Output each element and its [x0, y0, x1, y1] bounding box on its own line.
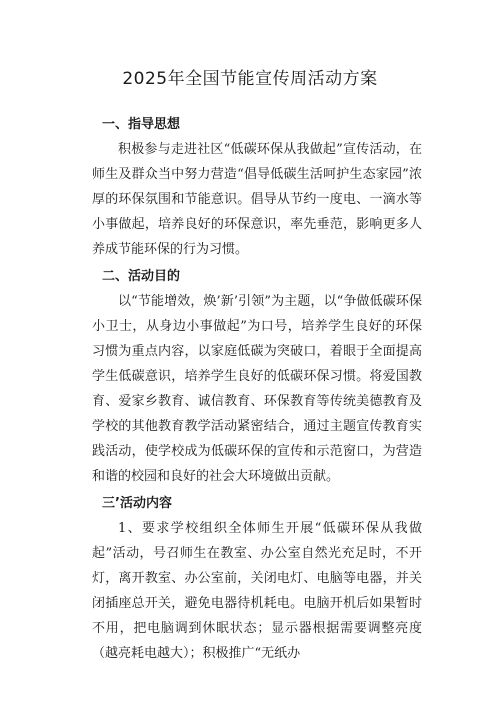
- section-paragraph: 以“节能增效，焕’新’引领”为主题，以“争做低碳环保小卫士，从身边小事做起”为口号，培养学生良好的环保习惯为重点内容，以家庭低碳为突破口，着眼于全面提高学生低碳意识，培养学生良好的低碳环保习惯。将爱国教育、爱家乡教育、诚信教育、环保教育等传统美德教育及学校的其他教育教学活动紧密结合，通过主题宣传教育实践活动，使学校成为低碳环保的宣传和示范窗口，为营造和谐的校园和良好的社会大环境做出贡献。: [92, 294, 422, 484]
- section-paragraph: 积极参与走进社区“低碳环保从我做起”宣传活动，在师生及群众当中努力营造“倡导低碳生活呵护生态家园”浓厚的环保氛围和节能意识。倡导从节约一度电、一滴水等小事做起，培养良好的环保意识，率先垂范，影响更多人养成节能环保的行为习惯。: [92, 142, 422, 257]
- document-body: [92, 112, 422, 668]
- section-guiding-thought: [92, 112, 422, 262]
- section-activity-purpose: [92, 264, 422, 489]
- section-activity-content: [92, 491, 422, 666]
- document-title: 2025年全国节能宣传周活动方案: [122, 69, 378, 89]
- section-heading: 二、活动目的: [102, 269, 181, 284]
- section-heading: 三’活动内容: [102, 496, 172, 511]
- section-heading: 一、指导思想: [102, 117, 181, 132]
- section-paragraph: 1、要求学校组织全体师生开展“低碳环保从我做起”活动，号召师生在教室、办公室自然光充足时，不开灯，离开教室、办公室前，关闭电灯、电脑等电器，并关闭插座总开关，避免电器待机耗电。电脑开机后如果暂时不用，把电脑调到休眠状态；显示器根据需要调整亮度（越亮耗电越大）；积极推广“无纸办: [92, 521, 422, 661]
